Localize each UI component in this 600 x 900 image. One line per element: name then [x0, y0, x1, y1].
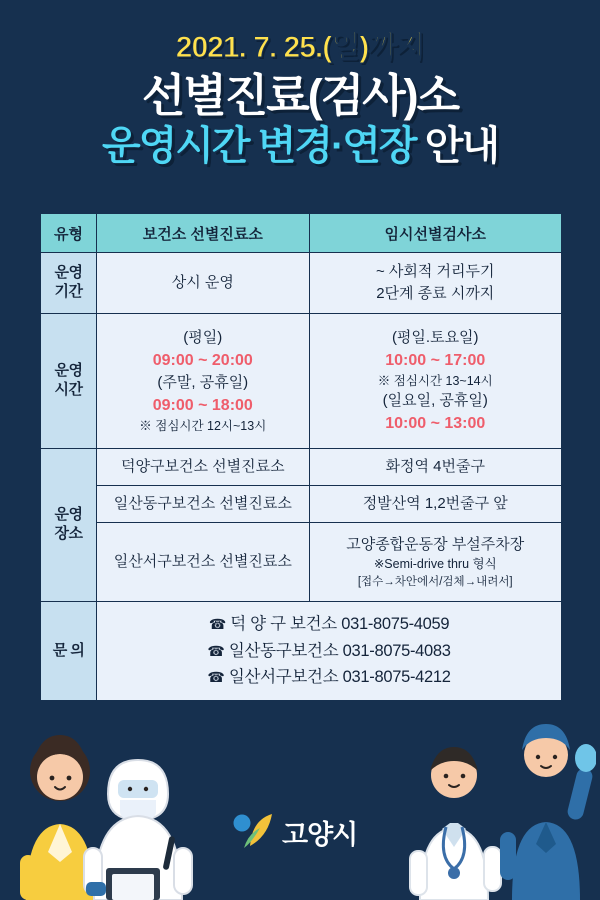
table-row-place-3: [41, 523, 562, 602]
table-header-row: [41, 214, 562, 253]
place-tmp-3-line2: ※Semi-drive thru 형식: [373, 557, 497, 572]
info-table: [40, 213, 562, 701]
hours-hc-weekday-label: (평일): [183, 329, 223, 346]
row-label-hours: [41, 314, 97, 449]
poster-header: [0, 0, 600, 170]
illustration-nurse-blue: [496, 710, 596, 900]
header-title-line2: [0, 122, 600, 170]
contact-phone-2: 031-8075-4083: [342, 641, 451, 660]
contact-phone-3: 031-8075-4212: [342, 668, 451, 687]
table-col-header-health-center: 보건소 선별진료소: [97, 214, 309, 253]
footer-illustration: [0, 710, 600, 900]
row-label-place-line1: 운영: [54, 506, 83, 524]
hours-hc-weekend-time: 09:00 ~ 18:00: [152, 396, 253, 414]
header-title-line2-main: 운영시간 변경·연장: [102, 123, 425, 168]
period-temporary-line1: ~ 사회적 거리두기: [375, 263, 495, 281]
place-tmp-1: 화정역 4번줄구: [309, 449, 562, 486]
goyang-city-logo: [230, 812, 357, 852]
header-title-line2-accent: 안내: [424, 123, 498, 168]
place-hc-3: 일산서구보건소 선별진료소: [97, 523, 309, 602]
row-label-place-line2: 장소: [54, 525, 83, 542]
hours-hc-weekday-time: 09:00 ~ 20:00: [152, 351, 253, 369]
row-label-hours-line1: 운영: [54, 362, 83, 380]
contact-item-1: [99, 611, 559, 637]
table-row-period: [41, 253, 562, 314]
contact-item-3: [99, 664, 559, 690]
contact-name-3: 일산서구보건소: [228, 668, 339, 687]
hours-tmp-holiday-label: (일요일, 공휴일): [382, 392, 488, 410]
phone-icon: ☎: [208, 616, 226, 633]
place-tmp-3-line1: 고양종합운동장 부설주차장: [346, 535, 525, 553]
row-label-place: [41, 449, 97, 602]
phone-icon: ☎: [207, 669, 225, 686]
row-label-period-line1: 운영: [54, 264, 83, 282]
goyang-city-logo-icon: [230, 812, 276, 852]
table-col-header-type: 유형: [41, 214, 97, 253]
hours-tmp-weekday-time: 10:00 ~ 17:00: [385, 351, 486, 369]
place-hc-1: 덕양구보건소 선별진료소: [97, 449, 309, 486]
contact-phone-1: 031-8075-4059: [341, 615, 450, 634]
contact-item-2: [99, 638, 559, 664]
place-hc-2: 일산동구보건소 선별진료소: [97, 486, 309, 523]
header-title-line1: 선별진료(검사)소: [141, 70, 459, 121]
header-date: 2021. 7. 25.(일)까지: [175, 31, 425, 64]
table-row-place-2: [41, 486, 562, 523]
row-label-contact: 문 의: [41, 602, 97, 701]
row-label-hours-line2: 시간: [54, 381, 83, 398]
hours-temporary-value: [309, 314, 562, 449]
hours-hc-lunch-note: ※ 점심시간 12시~13시: [139, 418, 267, 433]
hours-tmp-weekday-label: (평일.토요일): [391, 329, 479, 346]
contact-name-2: 일산동구보건소: [228, 641, 339, 660]
table-row-contact: [41, 602, 562, 701]
hours-tmp-holiday-time: 10:00 ~ 13:00: [385, 414, 486, 432]
place-tmp-3-line3: [접수→차안에서/검체→내려서]: [357, 575, 513, 588]
hours-health-center-value: [97, 314, 309, 449]
illustration-ppe-worker: [78, 740, 198, 900]
period-health-center-value: 상시 운영: [97, 253, 309, 314]
table-row-hours: [41, 314, 562, 449]
row-label-period: [41, 253, 97, 314]
info-table-wrapper: [40, 213, 562, 701]
goyang-city-logo-text: 고양시: [282, 819, 358, 850]
place-tmp-3: [309, 523, 562, 602]
contact-list: [97, 602, 562, 701]
hours-tmp-lunch-note: ※ 점심시간 13~14시: [377, 373, 493, 388]
period-temporary-value: [309, 253, 562, 314]
row-label-period-line2: 기간: [54, 283, 83, 300]
place-tmp-2: 정발산역 1,2번줄구 앞: [309, 486, 562, 523]
phone-icon: ☎: [207, 642, 225, 659]
period-temporary-line2: 2단계 종료 시까지: [376, 285, 495, 302]
contact-name-1: 덕 양 구 보건소: [230, 615, 337, 634]
table-row-place-1: [41, 449, 562, 486]
hours-hc-weekend-label: (주말, 공휴일): [157, 373, 249, 391]
table-col-header-temporary: 임시선별검사소: [309, 214, 562, 253]
